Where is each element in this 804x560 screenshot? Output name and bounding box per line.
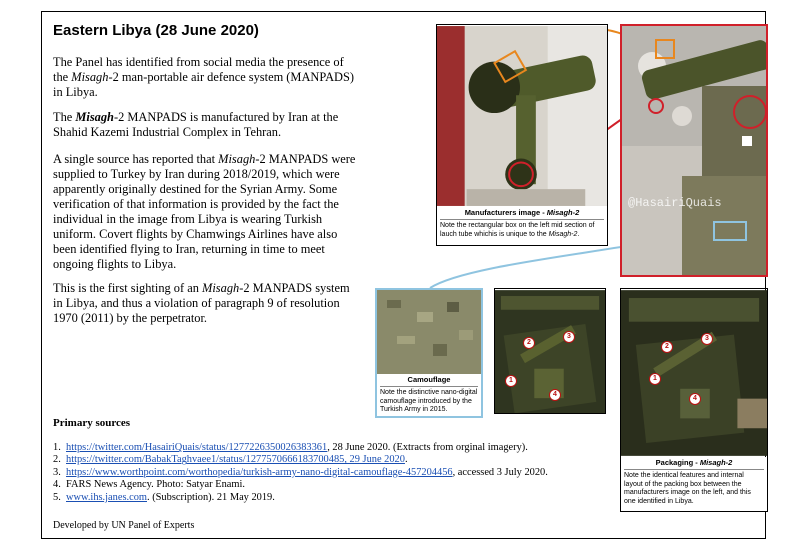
paragraph-manufacture: The Misagh-2 MANPADS is manufactured by Iran at the Shahid Kazemi Industrial Complex in Tehran. (53, 110, 339, 139)
camouflage-caption: Camouflage Note the distinctive nano-digital camouflage introduced by the Turkish Army in 2015. (377, 374, 481, 418)
marker-3: 3 (701, 333, 713, 345)
marker-4: 4 (689, 393, 701, 405)
marker-1: 1 (505, 375, 517, 387)
camouflage-photo (377, 290, 481, 374)
source-item: 5. www.ihs.janes.com. (Subscription). 21 May 2019. (53, 491, 275, 503)
sources-heading: Primary sources (53, 417, 131, 429)
source-item: 2. https://twitter.com/BabakTaghvaee1/status/1277570666183700485, 29 June 2020. (53, 454, 408, 466)
figure-packaging-manufacturer (494, 288, 606, 414)
packaging-caption: Packaging - Misagh-2 Note the identical features and internal layout of the packing box between the manufacturers image on the left, and this one identified in Libya. (621, 457, 767, 512)
source-item: 1. https://twitter.com/HasairiQuais/status/1277226350026383361, 28 June 2020. (Extracts from orginal imagery). (53, 442, 528, 453)
figure-libya (620, 24, 768, 277)
footer-credit: Developed by UN Panel of Experts (53, 520, 195, 531)
source-link[interactable]: https://www.worthpoint.com/worthopedia/turkish-army-nano-digital-camouflage-457204456 (66, 466, 453, 478)
source-link[interactable]: www.ihs.janes.com (66, 491, 147, 503)
source-link[interactable]: https://twitter.com/HasairiQuais/status/1277226350026383361 (66, 442, 328, 453)
source-link[interactable]: https://twitter.com/BabakTaghvaee1/status/1277570666183700485, 29 June 2020 (66, 454, 405, 466)
marker-3: 3 (563, 331, 575, 343)
marker-4: 4 (549, 389, 561, 401)
source-item: 3. https://www.worthpoint.com/worthopedia/turkish-army-nano-digital-camouflage-457204456, accessed 3 July 2020. (53, 466, 548, 478)
paragraph-supply: A single source has reported that Misagh-2 MANPADS were supplied to Turkey by Iran during 2018/2019, which were apparently originally destined for the Syrian Army. Some verification of that information is provided by the fact the individual in the image from Libya is wearing Turkish uniform. Covert flights by Chamwings Airlines have also been identified flying to Iran, returning in time to meet ongoing flights to Libya. (53, 152, 356, 271)
manufacturer-photo (437, 25, 607, 207)
paragraph-violation: This is the first sighting of an Misagh-2 MANPADS system in Libya, and thus a violation of paragraph 9 of resolution 1970 (2011) by the perpetrator. (53, 281, 350, 325)
marker-2: 2 (661, 341, 673, 353)
marker-1: 1 (649, 373, 661, 385)
page-title: Eastern Libya (28 June 2020) (53, 22, 259, 39)
source-item: 4. FARS News Agency. Photo: Satyar Enami. (53, 479, 245, 491)
figure-manufacturer (436, 24, 608, 246)
libya-photo (622, 26, 766, 275)
manufacturer-caption: Manufacturers image - Misagh-2 Note the rectangular box on the left mid section of lauch tube whichis is unique to the Misagh-2. (437, 207, 607, 246)
packaging-libya-photo (621, 289, 767, 457)
watermark-text: @HasairiQuais (628, 196, 722, 210)
figure-packaging-libya (620, 288, 768, 512)
paragraph-presence: The Panel has identified from social media the presence of the Misagh-2 man-portable air defence system (MANPADS) in Libya. (53, 55, 355, 99)
marker-2: 2 (523, 337, 535, 349)
figure-camouflage (375, 288, 483, 418)
